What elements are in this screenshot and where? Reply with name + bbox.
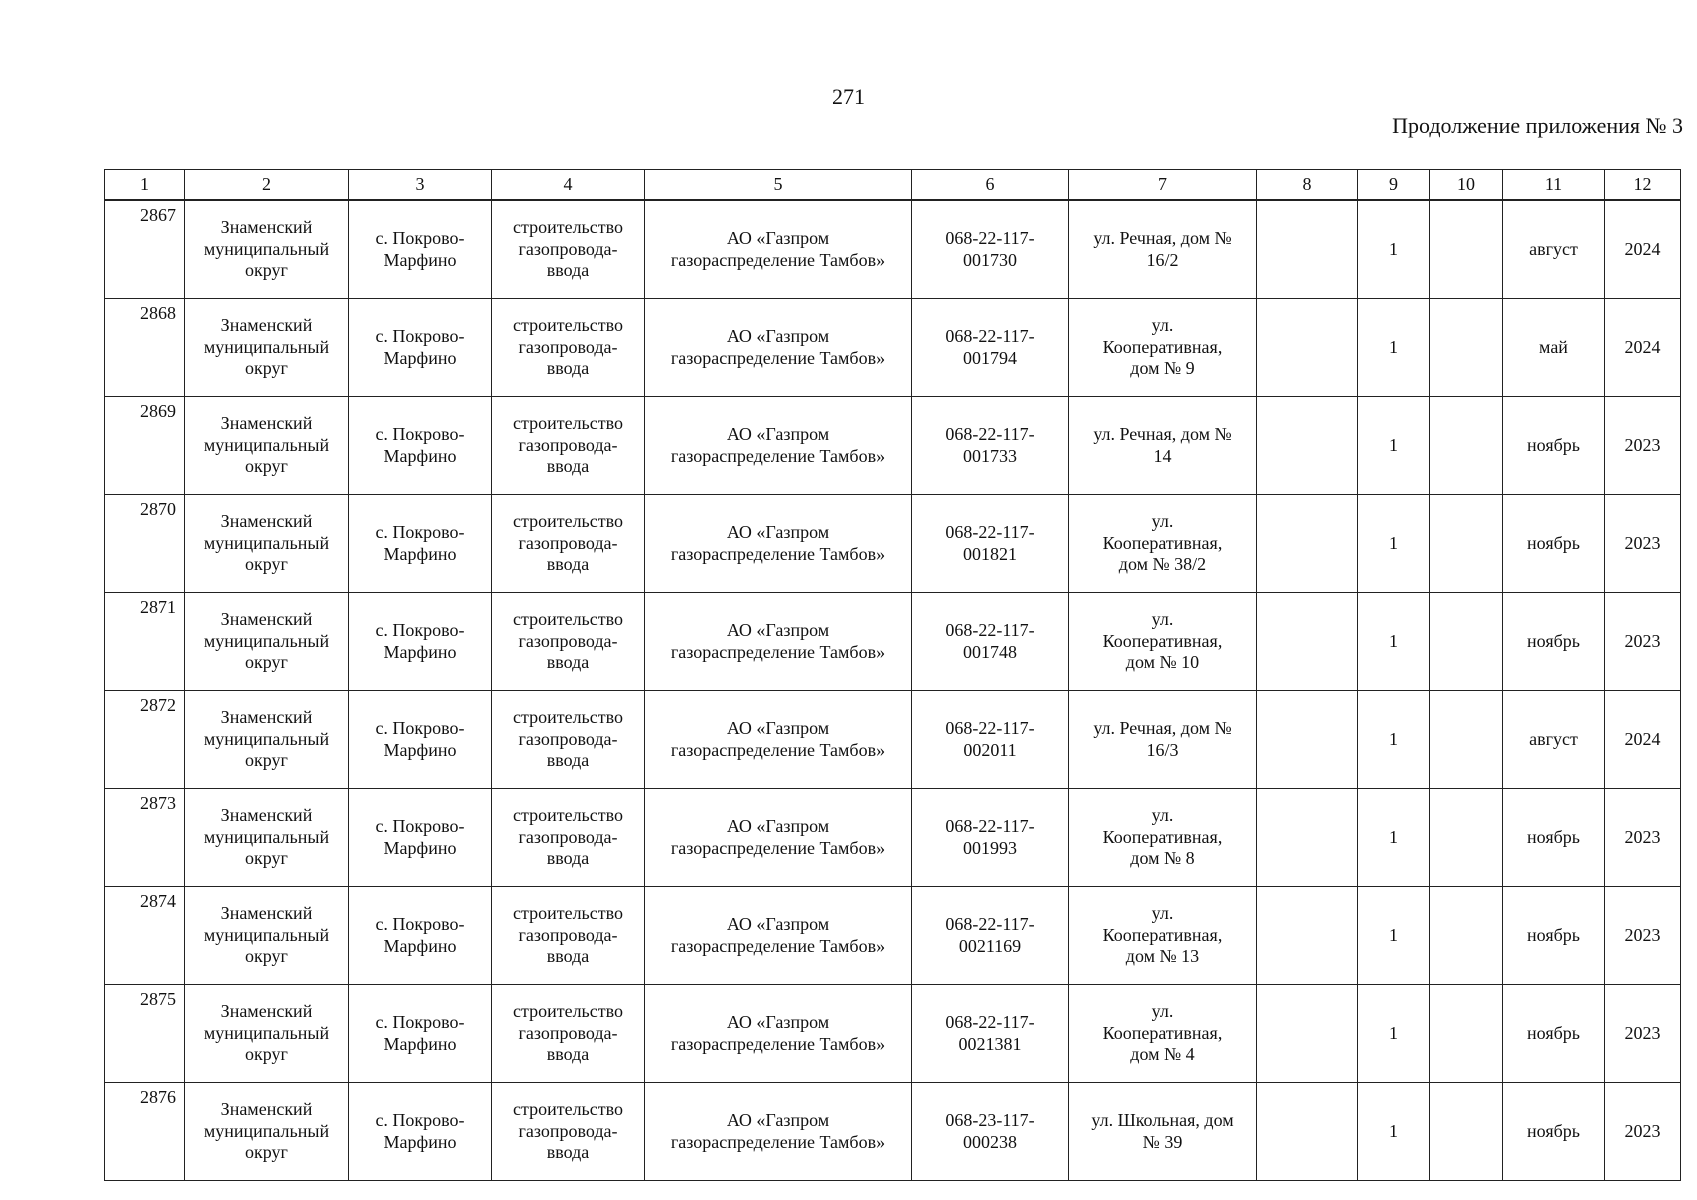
locality-cell: с. Покрово- Марфино	[349, 200, 492, 299]
quantity-cell: 1	[1358, 495, 1430, 593]
header-col-6: 6	[912, 170, 1069, 201]
code-cell: 068-23-117- 000238	[912, 1083, 1069, 1181]
year-cell: 2023	[1605, 887, 1681, 985]
year-cell: 2023	[1605, 789, 1681, 887]
quantity-cell: 1	[1358, 1083, 1430, 1181]
code-cell: 068-22-117- 001993	[912, 789, 1069, 887]
organization-cell: АО «Газпром газораспределение Тамбов»	[645, 397, 912, 495]
table-row	[105, 691, 1681, 789]
table-row	[105, 887, 1681, 985]
year-cell: 2023	[1605, 985, 1681, 1083]
col-10-cell	[1430, 397, 1503, 495]
locality-cell: с. Покрово- Марфино	[349, 887, 492, 985]
month-cell: ноябрь	[1503, 985, 1605, 1083]
organization-cell: АО «Газпром газораспределение Тамбов»	[645, 593, 912, 691]
col-10-cell	[1430, 691, 1503, 789]
table-row	[105, 1083, 1681, 1181]
header-col-3: 3	[349, 170, 492, 201]
col-8-cell	[1257, 200, 1358, 299]
locality-cell: с. Покрово- Марфино	[349, 691, 492, 789]
year-cell: 2023	[1605, 495, 1681, 593]
col-8-cell	[1257, 593, 1358, 691]
year-cell: 2023	[1605, 593, 1681, 691]
year-cell: 2024	[1605, 299, 1681, 397]
col-10-cell	[1430, 1083, 1503, 1181]
locality-cell: с. Покрово- Марфино	[349, 1083, 492, 1181]
month-cell: август	[1503, 200, 1605, 299]
organization-cell: АО «Газпром газораспределение Тамбов»	[645, 299, 912, 397]
locality-cell: с. Покрово- Марфино	[349, 789, 492, 887]
year-cell: 2023	[1605, 397, 1681, 495]
month-cell: август	[1503, 691, 1605, 789]
locality-cell: с. Покрово- Марфино	[349, 985, 492, 1083]
quantity-cell: 1	[1358, 397, 1430, 495]
table-row	[105, 299, 1681, 397]
work-type-cell: строительство газопровода- ввода	[492, 200, 645, 299]
header-col-9: 9	[1358, 170, 1430, 201]
col-10-cell	[1430, 495, 1503, 593]
quantity-cell: 1	[1358, 789, 1430, 887]
col-10-cell	[1430, 593, 1503, 691]
col-10-cell	[1430, 887, 1503, 985]
row-number: 2873	[105, 789, 185, 887]
work-type-cell: строительство газопровода- ввода	[492, 789, 645, 887]
col-10-cell	[1430, 200, 1503, 299]
header-row	[105, 170, 1681, 201]
header-col-12: 12	[1605, 170, 1681, 201]
table-row	[105, 495, 1681, 593]
col-8-cell	[1257, 691, 1358, 789]
locality-cell: с. Покрово- Марфино	[349, 593, 492, 691]
header-col-5: 5	[645, 170, 912, 201]
work-type-cell: строительство газопровода- ввода	[492, 1083, 645, 1181]
col-8-cell	[1257, 299, 1358, 397]
table-row	[105, 200, 1681, 299]
organization-cell: АО «Газпром газораспределение Тамбов»	[645, 200, 912, 299]
code-cell: 068-22-117- 002011	[912, 691, 1069, 789]
code-cell: 068-22-117- 001733	[912, 397, 1069, 495]
work-type-cell: строительство газопровода- ввода	[492, 299, 645, 397]
year-cell: 2024	[1605, 200, 1681, 299]
address-cell: ул. Кооперативная, дом № 4	[1069, 985, 1257, 1083]
address-cell: ул. Кооперативная, дом № 9	[1069, 299, 1257, 397]
month-cell: май	[1503, 299, 1605, 397]
quantity-cell: 1	[1358, 887, 1430, 985]
locality-cell: с. Покрово- Марфино	[349, 397, 492, 495]
table-row	[105, 397, 1681, 495]
header-col-4: 4	[492, 170, 645, 201]
district-cell: Знаменский муниципальный округ	[185, 691, 349, 789]
district-cell: Знаменский муниципальный округ	[185, 789, 349, 887]
header-col-8: 8	[1257, 170, 1358, 201]
table-row	[105, 789, 1681, 887]
col-8-cell	[1257, 495, 1358, 593]
code-cell: 068-22-117- 001748	[912, 593, 1069, 691]
address-cell: ул. Школьная, дом № 39	[1069, 1083, 1257, 1181]
locality-cell: с. Покрово- Марфино	[349, 495, 492, 593]
month-cell: ноябрь	[1503, 397, 1605, 495]
district-cell: Знаменский муниципальный округ	[185, 200, 349, 299]
address-cell: ул. Речная, дом № 16/3	[1069, 691, 1257, 789]
organization-cell: АО «Газпром газораспределение Тамбов»	[645, 887, 912, 985]
row-number: 2870	[105, 495, 185, 593]
organization-cell: АО «Газпром газораспределение Тамбов»	[645, 1083, 912, 1181]
header-col-11: 11	[1503, 170, 1605, 201]
col-8-cell	[1257, 789, 1358, 887]
address-cell: ул. Кооперативная, дом № 38/2	[1069, 495, 1257, 593]
district-cell: Знаменский муниципальный округ	[185, 887, 349, 985]
organization-cell: АО «Газпром газораспределение Тамбов»	[645, 789, 912, 887]
table-header	[105, 170, 1681, 201]
col-8-cell	[1257, 887, 1358, 985]
month-cell: ноябрь	[1503, 1083, 1605, 1181]
col-10-cell	[1430, 299, 1503, 397]
district-cell: Знаменский муниципальный округ	[185, 397, 349, 495]
row-number: 2876	[105, 1083, 185, 1181]
code-cell: 068-22-117- 001730	[912, 200, 1069, 299]
code-cell: 068-22-117- 0021381	[912, 985, 1069, 1083]
table-row	[105, 985, 1681, 1083]
year-cell: 2024	[1605, 691, 1681, 789]
continuation-label: Продолжение приложения № 3	[1392, 113, 1683, 138]
registry-table	[104, 169, 1681, 1181]
page-number: 271	[832, 84, 865, 109]
col-8-cell	[1257, 985, 1358, 1083]
header-col-7: 7	[1069, 170, 1257, 201]
col-8-cell	[1257, 397, 1358, 495]
work-type-cell: строительство газопровода- ввода	[492, 691, 645, 789]
row-number: 2869	[105, 397, 185, 495]
col-10-cell	[1430, 985, 1503, 1083]
row-number: 2874	[105, 887, 185, 985]
organization-cell: АО «Газпром газораспределение Тамбов»	[645, 495, 912, 593]
district-cell: Знаменский муниципальный округ	[185, 299, 349, 397]
address-cell: ул. Речная, дом № 14	[1069, 397, 1257, 495]
code-cell: 068-22-117- 0021169	[912, 887, 1069, 985]
quantity-cell: 1	[1358, 985, 1430, 1083]
row-number: 2867	[105, 200, 185, 299]
month-cell: ноябрь	[1503, 887, 1605, 985]
work-type-cell: строительство газопровода- ввода	[492, 397, 645, 495]
row-number: 2871	[105, 593, 185, 691]
code-cell: 068-22-117- 001821	[912, 495, 1069, 593]
month-cell: ноябрь	[1503, 495, 1605, 593]
row-number: 2872	[105, 691, 185, 789]
table-body	[105, 200, 1681, 1181]
quantity-cell: 1	[1358, 691, 1430, 789]
quantity-cell: 1	[1358, 593, 1430, 691]
district-cell: Знаменский муниципальный округ	[185, 985, 349, 1083]
row-number: 2875	[105, 985, 185, 1083]
table-row	[105, 593, 1681, 691]
address-cell: ул. Кооперативная, дом № 8	[1069, 789, 1257, 887]
header-col-2: 2	[185, 170, 349, 201]
address-cell: ул. Кооперативная, дом № 10	[1069, 593, 1257, 691]
district-cell: Знаменский муниципальный округ	[185, 593, 349, 691]
month-cell: ноябрь	[1503, 789, 1605, 887]
header-col-10: 10	[1430, 170, 1503, 201]
address-cell: ул. Речная, дом № 16/2	[1069, 200, 1257, 299]
address-cell: ул. Кооперативная, дом № 13	[1069, 887, 1257, 985]
work-type-cell: строительство газопровода- ввода	[492, 593, 645, 691]
work-type-cell: строительство газопровода- ввода	[492, 985, 645, 1083]
col-10-cell	[1430, 789, 1503, 887]
header-col-1: 1	[105, 170, 185, 201]
work-type-cell: строительство газопровода- ввода	[492, 887, 645, 985]
year-cell: 2023	[1605, 1083, 1681, 1181]
district-cell: Знаменский муниципальный округ	[185, 1083, 349, 1181]
quantity-cell: 1	[1358, 200, 1430, 299]
organization-cell: АО «Газпром газораспределение Тамбов»	[645, 691, 912, 789]
locality-cell: с. Покрово- Марфино	[349, 299, 492, 397]
quantity-cell: 1	[1358, 299, 1430, 397]
work-type-cell: строительство газопровода- ввода	[492, 495, 645, 593]
month-cell: ноябрь	[1503, 593, 1605, 691]
organization-cell: АО «Газпром газораспределение Тамбов»	[645, 985, 912, 1083]
row-number: 2868	[105, 299, 185, 397]
col-8-cell	[1257, 1083, 1358, 1181]
code-cell: 068-22-117- 001794	[912, 299, 1069, 397]
district-cell: Знаменский муниципальный округ	[185, 495, 349, 593]
